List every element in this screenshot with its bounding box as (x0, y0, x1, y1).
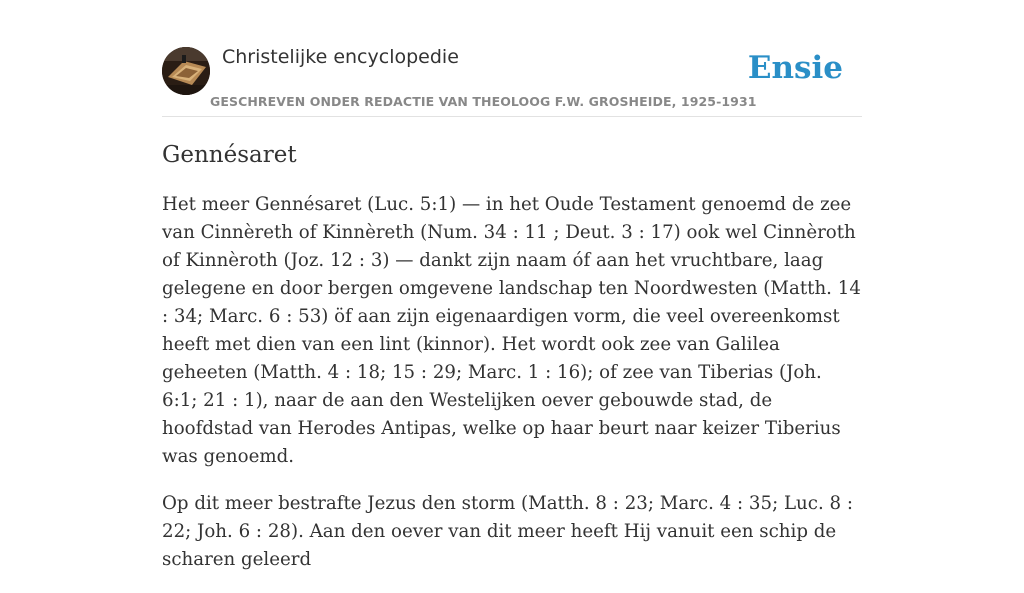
book-cover-image (162, 47, 210, 95)
book-cover-avatar[interactable] (162, 47, 210, 95)
book-subtitle: GESCHREVEN ONDER REDACTIE VAN THEOLOOG F.W. GROSHEIDE, 1925-1931 (210, 94, 757, 109)
site-header (162, 0, 862, 117)
article-paragraph: Het meer Gennésaret (Luc. 5:1) — in het Oude Testament genoemd de zee van Cinnèreth of Kinnèreth (Num. 34 : 11 ; Deut. 3 : 17) ook wel Cinnèroth of Kinnèroth (Joz. 12 : 3) — dankt zijn naam óf aan het vruchtbare, laag gelegene en door bergen omgevene landschap ten Noordwesten (Matth. 14 : 34; Marc. 6 : 53) öf aan zijn eigenaardigen vorm, die veel overeenkomst heeft met dien van een lint (kinnor). Het wordt ook zee van Galilea geheeten (Matth. 4 : 18; 15 : 29; Marc. 1 : 16); of zee van Tiberias (Joh. 6:1; 21 : 1), naar de aan den Westelijken oever gebouwde stad, de hoofdstad van Herodes Antipas, welke op haar beurt naar keizer Tiberius was genoemd. (162, 194, 861, 467)
article-paragraph: Op dit meer bestrafte Jezus den storm (Matth. 8 : 23; Marc. 4 : 35; Luc. 8 : 22; Joh. 6 : 28). Aan den oever van dit meer heeft Hij vanuit een schip de scharen geleerd (162, 493, 853, 570)
book-title[interactable]: Christelijke encyclopedie (222, 46, 459, 68)
page (162, 0, 862, 593)
ensie-logo[interactable]: Ensie (747, 50, 843, 86)
article-body (162, 191, 862, 574)
article-title: Gennésaret (162, 142, 297, 168)
